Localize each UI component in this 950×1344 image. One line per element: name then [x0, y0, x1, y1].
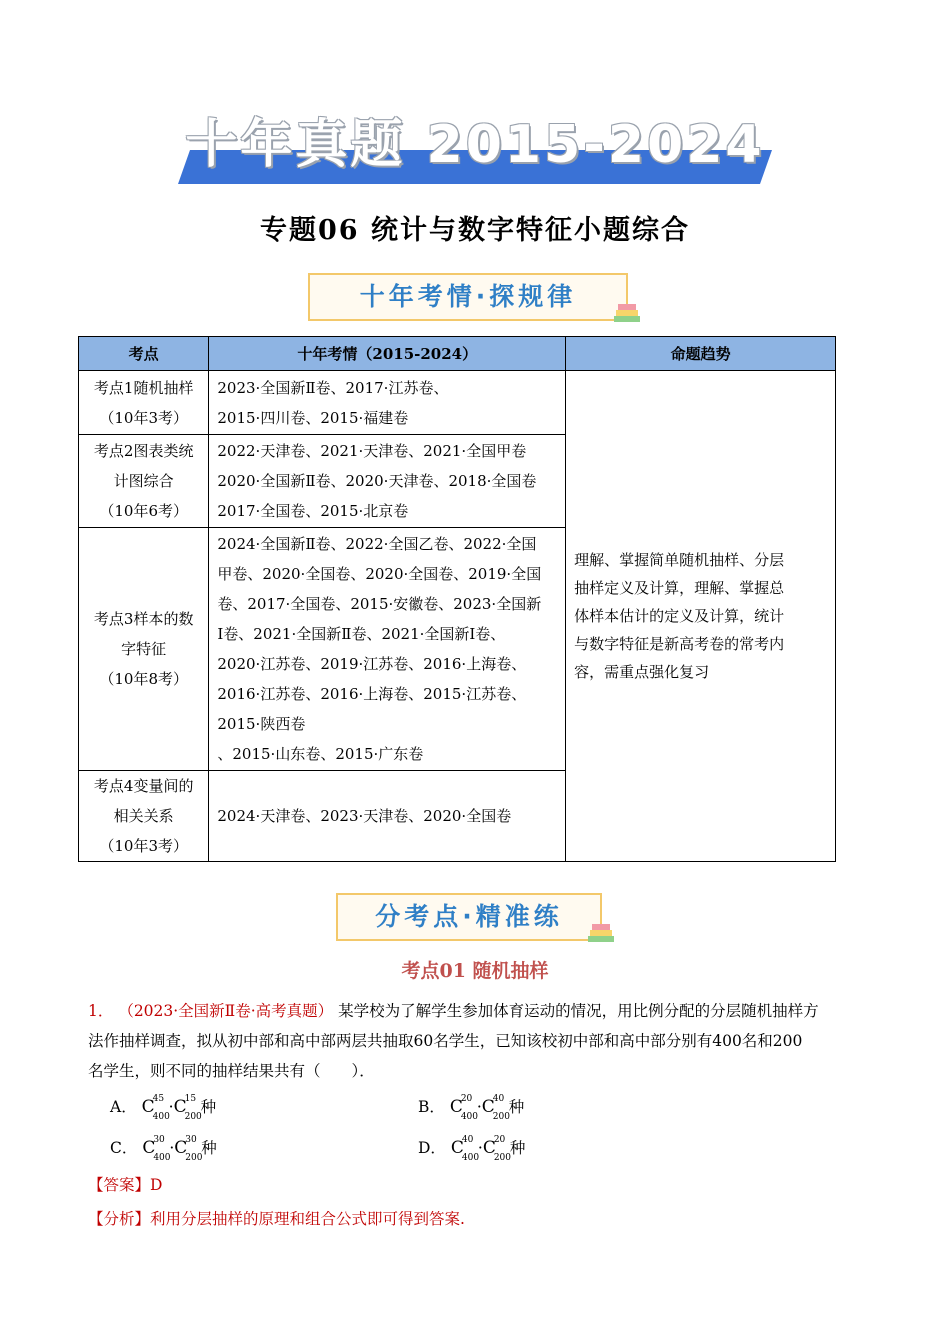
option-c: C． C 30 400 ·C 30 200 种	[110, 1135, 217, 1163]
point-cell: 考点4变量间的 相关关系 （10年3考）	[79, 771, 209, 862]
header-trend: 命题趋势	[566, 337, 836, 371]
title-banner	[178, 112, 772, 184]
books-icon	[586, 922, 616, 944]
header-point: 考点	[79, 337, 209, 371]
point-cell: 考点3样本的数 字特征 （10年8考）	[79, 528, 209, 771]
question-text: 名学生，则不同的抽样结果共有（ ）．	[88, 1062, 375, 1080]
option-a: A． C 45 400 ·C 15 200 种	[110, 1094, 217, 1122]
banner-title: 十年真题 2015-2024	[185, 115, 765, 175]
section-label-practice: 分考点·精准练	[336, 893, 602, 941]
question-text: 某学校为了解学生参加体育运动的情况，用比例分配的分层随机抽样方	[338, 1002, 819, 1020]
point-title: 考点01 随机抽样	[401, 960, 549, 982]
option-b: B． C 20 400 ·C 40 200 种	[418, 1094, 525, 1122]
option-d: D． C 40 400 ·C 20 200 种	[418, 1135, 526, 1163]
history-cell: 2024·全国新Ⅱ卷、2022·全国乙卷、2022·全国 甲卷、2020·全国卷、2020·全国卷、2019·全国 卷、2017·全国卷、2015·安徽卷、2023·全国新 Ⅰ卷、2021·全国新Ⅱ卷、2021·全国新Ⅰ卷、 2020·江苏卷、2019·江苏卷、2016·上海卷、 2016·江苏卷、2016·上海卷、2015·江苏卷、 2015·陕西卷 、2015·山东卷、2015·广东卷	[209, 528, 566, 771]
topic-title: 专题06 统计与数字特征小题综合	[260, 215, 690, 246]
analysis: 【分析】利用分层抽样的原理和组合公式即可得到答案.	[88, 1210, 465, 1228]
question-source: （2023·全国新Ⅱ卷·高考真题）	[118, 1002, 334, 1020]
table-row	[79, 371, 836, 435]
exam-history-table	[78, 336, 836, 862]
question-text: 法作抽样调查，拟从初中部和高中部两层共抽取60名学生，已知该校初中部和高中部分别有400名和200	[88, 1032, 803, 1050]
history-cell: 2022·天津卷、2021·天津卷、2021·全国甲卷 2020·全国新Ⅱ卷、2020·天津卷、2018·全国卷 2017·全国卷、2015·北京卷	[209, 435, 566, 528]
answer: 【答案】D	[88, 1176, 163, 1194]
history-cell: 2023·全国新Ⅱ卷、2017·江苏卷、 2015·四川卷、2015·福建卷	[209, 371, 566, 435]
question-1	[88, 996, 868, 1086]
question-number: 1．	[88, 1002, 114, 1020]
trend-cell: 理解、掌握简单随机抽样、分层 抽样定义及计算，理解、掌握总 体样本估计的定义及计算，统计 与数字特征是新高考卷的常考内 容，需重点强化复习	[566, 371, 836, 862]
point-cell: 考点2图表类统 计图综合 （10年6考）	[79, 435, 209, 528]
books-icon	[612, 302, 642, 324]
section-label-history: 十年考情·探规律	[308, 273, 628, 321]
point-cell: 考点1随机抽样 （10年3考）	[79, 371, 209, 435]
history-cell: 2024·天津卷、2023·天津卷、2020·全国卷	[209, 771, 566, 862]
header-history: 十年考情（2015-2024）	[209, 337, 566, 371]
